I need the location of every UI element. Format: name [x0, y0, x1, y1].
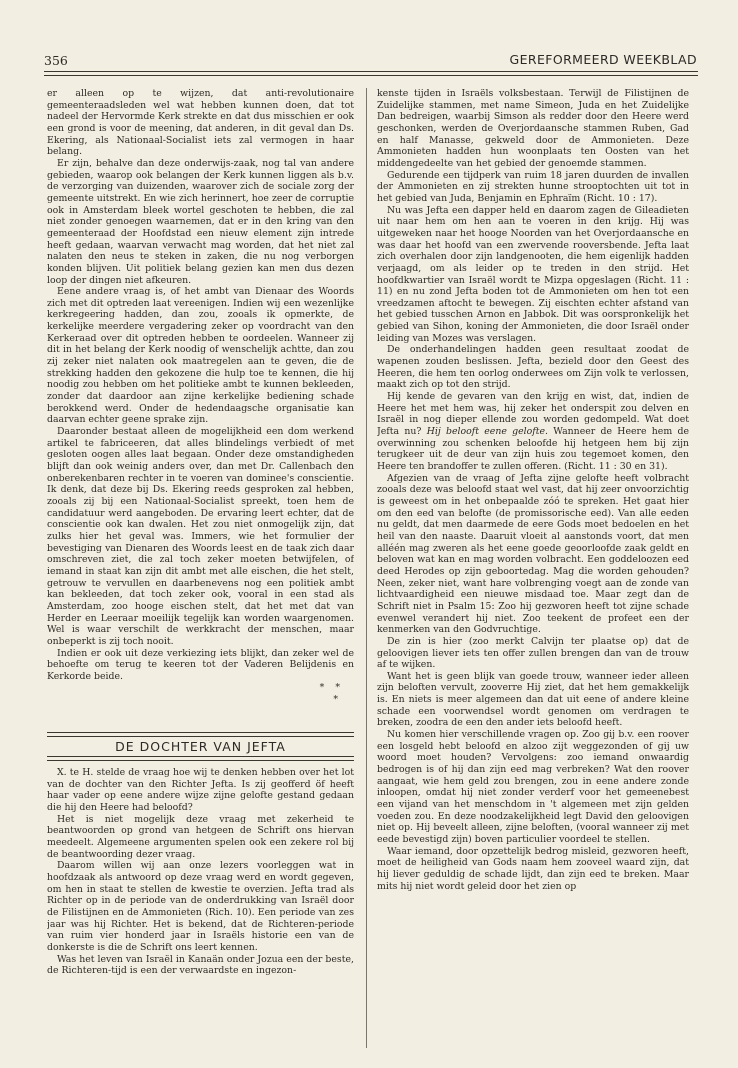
section-heading-box	[47, 732, 354, 761]
paragraph: Nu komen hier verschillende vragen op. Zoo gij b.v. een roover een losgeld hebt beloofd en alzoo zijt weggezonden of gij uw woord moet houden? Vervolgens: zoo iemand onwaardig bedrogen is of hij dan zijn eed mag verbreken? Wat den roover aangaat, wie hem geld zou brengen, zou in eene andere zonde inloopen, omdat hij niet zonder verderf voor het gemeenebest een vijand van het menschdom in 't algemeen met zijn gelden voeden zou. En deze noodzakelijkheid legt David den geloovigen niet op. Hij beveelt alleen, zijne beloften, (vooral wanneer zij met eede bevestigd zijn) boven particulier voordeel te stellen.	[377, 729, 689, 845]
paragraph: Waar iemand, door opzettelijk bedrog misleid, gezworen heeft, moet de heiligheid van Gods naam hem zooveel waard zijn, dat hij liever geduldig de schade lijdt, dan zijn eed te breken. Maar mits hij niet wordt geleid door het zien op	[377, 845, 689, 892]
column-divider	[366, 88, 367, 1048]
emphasis-text: Hij belooft eene gelofte.	[426, 426, 548, 438]
section-title: DE DOCHTER VAN JEFTA	[47, 736, 354, 757]
paragraph: kenste tijden in Israëls volksbestaan. Terwijl de Filistijnen de Zuidelijke stammen, met name Simeon, Juda en het Zuidelijke Dan bedreigen, waarbij Simson als redder door den Heere werd geschonken, werden de Overjordaansche stammen Ruben, Gad en half Manasse, gekweld door de Ammonieten. Deze Ammonieten hadden hun woonplaats ten Oosten van het middengedeelte van het gebied der genoemde stammen.	[377, 88, 689, 169]
text-run: Hij kende de gevaren van den krijg en wist, dat, indien de Heere het met hem was, hij zeker het onderspit zou delven en Israël in nog dieper ellende zou worden gedompeld. Wat doet Jefta nu?	[377, 391, 689, 438]
paragraph: X. te H. stelde de vraag hoe wij te denken hebben over het lot van de dochter van den Richter Jefta. Is zij geofferd öf heeft haar vader op eene andere wijze zijne gelofte gestand gedaan die hij den Heere had beloofd?	[47, 767, 354, 814]
header-rule-thin	[44, 75, 698, 76]
paragraph: Daarom willen wij aan onze lezers voorleggen wat in hoofdzaak als antwoord op deze vraag werd en wordt gegeven, om hen in staat te stellen de kwestie te overzien. Jefta trad als Richter op in de periode van de onderdrukking van Israël door de Filistijnen en de Ammonieten (Rich. 10). Een periode van zes jaar was hij Richter. Het is bekend, dat de Richteren-periode van ruim vier honderd jaar in Israëls historie een van de donkerste is die de Schrift ons leert kennen.	[47, 860, 354, 953]
left-column	[47, 88, 354, 1043]
paragraph: De onderhandelingen hadden geen resultaat zoodat de wapenen zouden beslissen. Jefta, bezield door den Geest des Heeren, die hem ten oorlog onderwees om Zijn volk te verlossen, maakt zich op tot den strijd.	[377, 344, 689, 391]
paragraph-with-emphasis	[377, 391, 689, 473]
publication-title: GEREFORMEERD WEEKBLAD	[509, 52, 697, 67]
signature-stars: * *	[319, 682, 344, 694]
paragraph: Was het leven van Israël in Kanaän onder Jozua een der beste, de Richteren-tijd is een der verwaardste en ingezon-	[47, 953, 354, 977]
paragraph: Het is niet mogelijk deze vraag met zekerheid te beantwoorden op grond van hetgeen de Schrift ons hiervan meedeelt. Algemeene argumenten spelen ook een zekere rol bij de beantwoording dezer vraag.	[47, 813, 354, 860]
paragraph: De zin is hier (zoo merkt Calvijn ter plaatse op) dat de geloovigen liever iets ten offer zullen brengen dan van de trouw af te wijken.	[377, 635, 689, 671]
paragraph: Want het is geen blijk van goede trouw, wanneer ieder alleen zijn beloften vervult, zooverre Hij ziet, dat het hem gemakkelijk is. En niets is meer algemeen dan dat uit eene of andere kleine schade een voorwendsel wordt genomen om verdragen te breken, zoodra de een den ander iets beloofd heeft.	[377, 670, 689, 729]
paragraph: Er zijn, behalve dan deze onderwijs-zaak, nog tal van andere gebieden, waarop ook belangen der Kerk kunnen liggen als b.v. de verzorging van duizenden, waarover zich de sociale zorg der gemeente uitstrekt. En wie zich herinnert, hoe zeer de corruptie ook in Amsterdam bleek wortel geschoten te hebben, die zal niet zonder genoegen waarnemen, dat er in den kring van den gemeenteraad der Hoofdstad een nieuw element zijn intrede heeft gedaan, waarvan verwacht mag worden, dat het niet zal nalaten den neus te steken in zaken, die nu nog verborgen konden blijven. Uit politiek belang gezien kan men dus dezen loop der dingen niet afkeuren.	[47, 157, 354, 286]
page-number: 356	[44, 53, 68, 68]
header-rule-thick	[44, 71, 698, 72]
paragraph: Indien er ook uit deze verkiezing iets blijkt, dan zeker wel de behoefte om terug te keeren tot der Vaderen Belijdenis en Kerkorde beide.	[47, 647, 354, 682]
right-column	[377, 88, 689, 1048]
text-run: Wanneer de Heere hem de overwinning zou schenken beloofde hij hetgeen hem bij zijn terugkeer uit de deur van zijn huis zou tegemoet komen, den Heere ten brandoffer te zullen offeren. (Richt. 11 : 30 en 31).	[377, 426, 689, 472]
paragraph: Daaronder bestaat alleen de mogelijkheid een dom werkend artikel te fabriceeren, dat alles blindelings verbiedt of met gesloten oogen alles laat begaan. Onder deze omstandigheden blijft dan ook weinig anders over, dan met Dr. Callenbach den onberekenbaren rechter in te voeren van dominee's conscientie. Ik denk, dat deze bij Ds. Ekering reeds gesproken zal hebben, zooals zij bij een Nationaal-Socialist spreekt, toen hem de candidatuur werd aangeboden. De ervaring leert echter, dat de conscientie ook kan dwalen. Het zou niet onmogelijk zijn, dat zulks hier het geval was. Immers, wie het formulier der bevestiging van Dienaren des Woords leest en de taak zich daar omschreven ziet, die zal toch zeker moeten betwijfelen, of iemand in staat kan zijn dit ambt met alle eischen, die het stelt, getrouw te vervullen en daarbenevens nog een politiek ambt kan bekleeden, dat toch zeker ook, vooral in een stad als Amsterdam, zoo hooge eischen stelt, dat het met dat van Herder en Leeraar moeilijk tegelijk kan worden waargenomen. Wel is waar verschilt de werkkracht der menschen, maar onbeperkt is zij toch nooit.	[47, 426, 354, 647]
paragraph: er alleen op te wijzen, dat anti-revolutionaire gemeenteraadsleden wel wat hebben kunnen doen, dat tot nadeel der Hervormde Kerk strekte en dat dus misschien er ook een grond is voor de meening, dat anderen, in dit geval dan Ds. Ekering, als Nationaal-Socialist iets zal vermogen in haar belang.	[47, 88, 354, 158]
paragraph: Nu was Jefta een dapper held en daarom zagen de Gileadieten uit naar hem om hen aan te voeren in den krijg. Hij was uitgeweken naar het hooge Noorden van het Overjordaansche en was daar het hoofd van een zwervende rooversbende. Jefta laat zich overhalen door zijn landgenooten, die hem eigenlijk hadden verjaagd, om als leider op te treden in den strijd. Het hoofdkwartier van Israël wordt te Mizpa opgeslagen (Richt. 11 : 11) en nu zond Jefta boden tot de Ammonieten om hen tot een vreedzamen aftocht te bewegen. Zij eischten echter afstand van het gebied tusschen Arnon en Jabbok. Dit was oorspronkelijk het gebied van Sihon, koning der Ammonieten, die door Israël onder leiding van Mozes was verslagen.	[377, 204, 689, 344]
paragraph: Gedurende een tijdperk van ruim 18 jaren duurden de invallen der Ammonieten en zij strekten hunne strooptochten uit tot in het gebied van Juda, Benjamin en Ephraïm (Richt. 10 : 17).	[377, 169, 689, 204]
paragraph: Eene andere vraag is, of het ambt van Dienaar des Woords zich met dit optreden laat vereenigen. Indien wij een wezenlijke kerkregeering hadden, dan zou, zooals ik opmerkte, de kerkelijke meerdere vergadering zeker op voordracht van den Kerkeraad over dit optreden hebben te oordeelen. Wanneer zij dit in het belang der Kerk noodig of wenschelijk achtte, dan zou zij zeker niet nalaten ook maatregelen aan te geven, die de strekking hadden den gekozene die hulp toe te kennen, die hij noodig zou hebben om het politieke ambt te kunnen bekleeden, zonder dat daardoor aan zijne kerkelijke bediening schade berokkend werd. Onder de hedendaagsche organisatie kan daarvan echter geene sprake zijn.	[47, 286, 354, 426]
signature-star: *	[333, 694, 338, 706]
paragraph: Afgezien van de vraag of Jefta zijne gelofte heeft volbracht zooals deze was beloofd staat wel vast, dat hij zeer onvoorzichtig is geweest om in het onbepaalde zóó te spreken. Het gaat hier om den eed van belofte (de promissorische eed). Van alle eeden nu geldt, dat men daarmede de eere Gods moet bedoelen en het heil van den naaste. Daaruit vloeit al aanstonds voort, dat men alléén mag zweren als het eene goede geoorloofde zaak geldt en beloven wat kan en mag worden volbracht. Een goddeloozen eed deed Herodes op zijn geboortedag. Mag die worden gehouden? Neen, zeker niet, want hare volbrenging voegt aan de zonde van lichtvaardigheid een nieuwe misdaad toe. Maar zegt dan de Schrift niet in Psalm 15: Zoo hij gezworen heeft tot zijne schade evenwel verandert hij niet. Zoo teekent de profeet een der kenmerken van den Godvruchtige.	[377, 472, 689, 636]
